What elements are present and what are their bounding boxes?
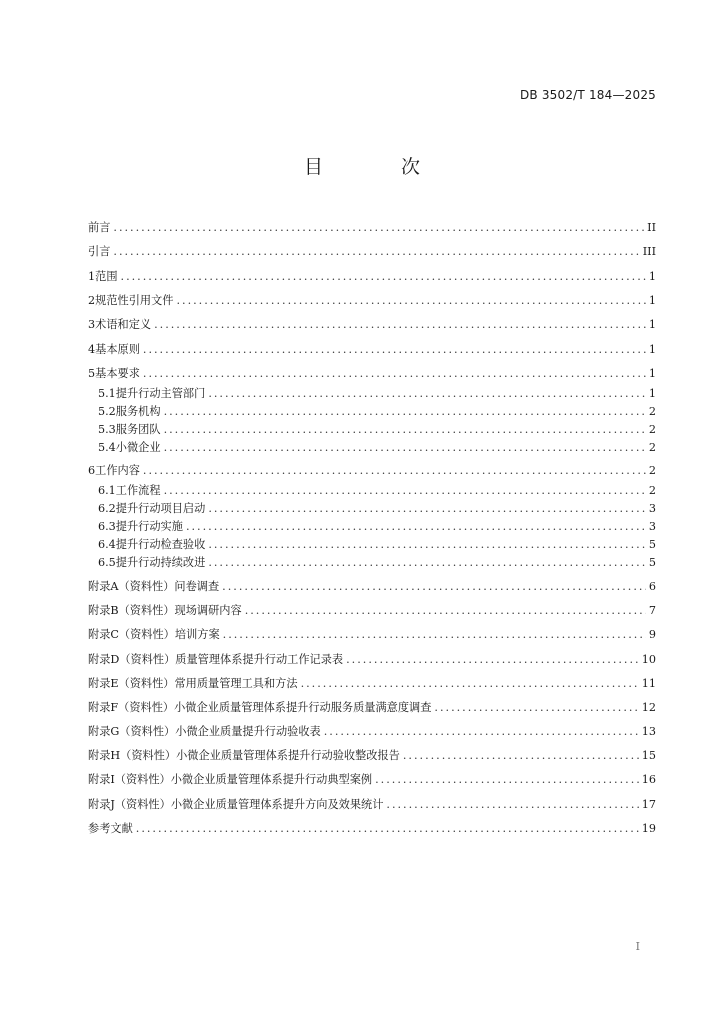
toc-entry-leader-dots	[143, 342, 646, 358]
toc-entry-leader-dots	[164, 483, 646, 499]
toc-entry[interactable]	[88, 269, 656, 285]
toc-entry-leader-dots	[113, 220, 644, 236]
toc-entry-label: 服务团队	[115, 423, 161, 436]
toc-entry-page: 17	[641, 798, 656, 811]
toc-entry-leader-dots	[223, 627, 646, 643]
toc-entry[interactable]	[98, 440, 656, 456]
toc-entry[interactable]	[88, 797, 656, 813]
toc-entry[interactable]	[88, 772, 656, 788]
toc-entry-appendix-prefix: 附录B（资料性）	[88, 604, 175, 617]
toc-entry-label: 培训方案	[174, 628, 220, 641]
toc-entry-page: 10	[641, 653, 656, 666]
toc-entry-leader-dots	[176, 293, 645, 309]
toc-entry[interactable]	[98, 386, 656, 402]
toc-entry[interactable]	[88, 700, 656, 716]
toc-entry[interactable]	[98, 537, 656, 553]
toc-entry-page: 16	[641, 773, 656, 786]
toc-entry-page: 11	[641, 677, 656, 690]
toc-entry-leader-dots	[403, 748, 639, 764]
page-title: 目 次	[303, 156, 457, 178]
toc-entry-leader-dots	[154, 317, 646, 333]
toc-entry-appendix-prefix: 附录A（资料性）	[88, 580, 175, 593]
toc-entry-number: 5.4	[98, 441, 116, 454]
toc-entry-page: 13	[641, 725, 656, 738]
toc-entry[interactable]	[98, 422, 656, 438]
toc-entry-page: 1	[648, 387, 656, 400]
toc-entry-leader-dots	[208, 386, 646, 402]
toc-entry[interactable]	[98, 519, 656, 535]
toc-entry-label: 小微企业质量管理体系提升行动服务质量满意度调查	[174, 701, 432, 714]
toc-entry-label: 小微企业质量管理体系提升行动典型案例	[170, 773, 373, 786]
toc-entry-label: 常用质量管理工具和方法	[174, 677, 298, 690]
toc-entry-leader-dots	[245, 603, 646, 619]
toc-entry-label: 引言	[88, 245, 111, 258]
toc-entry-label: 提升行动主管部门	[115, 387, 206, 400]
toc-entry-label: 现场调研内容	[174, 604, 242, 617]
toc-entry-page: 1	[648, 294, 656, 307]
toc-entry-label: 小微企业质量提升行动验收表	[175, 725, 321, 738]
toc-entry-appendix-prefix: 附录D（资料性）	[88, 653, 176, 666]
toc-entry-page: 2	[648, 441, 656, 454]
toc-entry-label: 前言	[88, 221, 111, 234]
toc-entry-number: 6.4	[98, 538, 116, 551]
toc-entry-page: 2	[648, 405, 656, 418]
toc-entry[interactable]	[88, 366, 656, 382]
toc-entry[interactable]	[88, 293, 656, 309]
toc-entry-leader-dots	[121, 269, 646, 285]
toc-entry-label: 提升行动实施	[115, 520, 183, 533]
toc-entry[interactable]	[98, 555, 656, 571]
toc-entry-leader-dots	[222, 579, 646, 595]
toc-entry[interactable]	[88, 676, 656, 692]
toc-entry-appendix-prefix: 附录C（资料性）	[88, 628, 175, 641]
toc-entry-leader-dots	[434, 700, 638, 716]
toc-entry[interactable]	[88, 627, 656, 643]
toc-entry-label: 质量管理体系提升行动工作记录表	[175, 653, 344, 666]
toc-entry-page: 1	[648, 343, 656, 356]
standard-code: DB 3502/T 184—2025	[519, 88, 656, 102]
toc-entry-label: 提升行动检查验收	[115, 538, 206, 551]
toc-entry-number: 6	[88, 464, 96, 477]
toc-entry-number: 5.2	[98, 405, 116, 418]
toc-entry-label: 工作流程	[115, 484, 161, 497]
toc-entry-leader-dots	[164, 404, 646, 420]
toc-entry-leader-dots	[113, 244, 639, 260]
toc-entry-page: 2	[648, 464, 656, 477]
toc-entry-page: 1	[648, 367, 656, 380]
toc-entry-leader-dots	[208, 537, 646, 553]
toc-entry-appendix-prefix: 附录J（资料性）	[88, 798, 171, 811]
toc-entry-label: 工作内容	[95, 464, 140, 477]
toc-entry-appendix-prefix: 附录G（资料性）	[88, 725, 176, 738]
toc-entry[interactable]	[88, 652, 656, 668]
toc-entry[interactable]	[88, 603, 656, 619]
toc-entry-leader-dots	[143, 366, 646, 382]
toc-entry-label: 小微企业	[115, 441, 161, 454]
toc-entry[interactable]	[88, 724, 656, 740]
toc-entry-leader-dots	[375, 772, 639, 788]
toc-entry-leader-dots	[301, 676, 639, 692]
toc-entry-page: 19	[641, 822, 656, 835]
toc-entry-number: 5.1	[98, 387, 116, 400]
toc-entry-page: 1	[648, 318, 656, 331]
toc-entry-page: II	[647, 221, 656, 234]
toc-entry-page: 3	[648, 520, 656, 533]
toc-entry-page: III	[642, 245, 656, 258]
toc-entry[interactable]	[98, 501, 656, 517]
toc-entry-label: 基本要求	[95, 367, 140, 380]
toc-entry-number: 6.5	[98, 556, 116, 569]
toc-entry-page: 2	[648, 423, 656, 436]
toc-entry-appendix-prefix: 附录H（资料性）	[88, 749, 177, 762]
toc-entry-page: 3	[648, 502, 656, 515]
toc-entry-label: 服务机构	[115, 405, 161, 418]
toc-entry-number: 6.2	[98, 502, 116, 515]
toc-entry-number: 6.1	[98, 484, 116, 497]
toc-entry-appendix-prefix: 附录E（资料性）	[88, 677, 175, 690]
toc-entry[interactable]	[88, 821, 656, 837]
toc-entry-number: 3	[88, 318, 96, 331]
toc-entry-leader-dots	[208, 555, 646, 571]
toc-entry-leader-dots	[208, 501, 646, 517]
toc-entry-number: 2	[88, 294, 96, 307]
toc-entry-number: 4	[88, 343, 96, 356]
toc-entry-label: 提升行动项目启动	[115, 502, 206, 515]
toc-entry-label: 小微企业质量管理体系提升方向及效果统计	[170, 798, 384, 811]
toc-entry[interactable]	[88, 244, 656, 260]
toc-entry[interactable]	[88, 579, 656, 595]
toc-entry-label: 小微企业质量管理体系提升行动验收整改报告	[176, 749, 400, 762]
toc-entry-leader-dots	[164, 422, 646, 438]
toc-entry-page: 5	[648, 556, 656, 569]
toc-entry-label: 问卷调查	[174, 580, 220, 593]
toc-entry-appendix-prefix: 附录I（资料性）	[88, 773, 171, 786]
toc-entry-leader-dots	[324, 724, 639, 740]
toc-entry-page: 15	[641, 749, 656, 762]
toc-entry-leader-dots	[386, 797, 638, 813]
toc-entry-label: 参考文献	[88, 822, 133, 835]
page-number: I	[635, 940, 640, 953]
toc-entry-leader-dots	[136, 821, 639, 837]
toc-entry-number: 6.3	[98, 520, 116, 533]
toc-entry-label: 提升行动持续改进	[115, 556, 206, 569]
toc-entry[interactable]	[88, 220, 656, 236]
toc-entry-number: 5	[88, 367, 96, 380]
toc-entry-page: 2	[648, 484, 656, 497]
toc-entry-number: 1	[88, 270, 96, 283]
toc-entry-page: 12	[641, 701, 656, 714]
toc-entry[interactable]	[88, 342, 656, 358]
toc-entry-number: 5.3	[98, 423, 116, 436]
toc-entry-page: 1	[648, 270, 656, 283]
toc-entry-page: 5	[648, 538, 656, 551]
toc-entry-label: 术语和定义	[95, 318, 152, 331]
toc-entry-leader-dots	[164, 440, 646, 456]
toc-entry[interactable]	[88, 317, 656, 333]
toc-entry[interactable]	[98, 404, 656, 420]
toc-entry[interactable]	[88, 463, 656, 479]
toc-entry-page: 9	[648, 628, 656, 641]
toc-entry-label: 规范性引用文件	[95, 294, 174, 307]
toc-entry-label: 范围	[95, 270, 118, 283]
toc-entry-leader-dots	[346, 652, 639, 668]
toc-entry-appendix-prefix: 附录F（资料性）	[88, 701, 175, 714]
toc-entry-page: 6	[648, 580, 656, 593]
toc-entry[interactable]	[98, 483, 656, 499]
toc-entry-leader-dots	[143, 463, 646, 479]
toc-entry-page: 7	[648, 604, 656, 617]
toc-entry-label: 基本原则	[95, 343, 140, 356]
toc-entry[interactable]	[88, 748, 656, 764]
toc-entry-leader-dots	[186, 519, 646, 535]
